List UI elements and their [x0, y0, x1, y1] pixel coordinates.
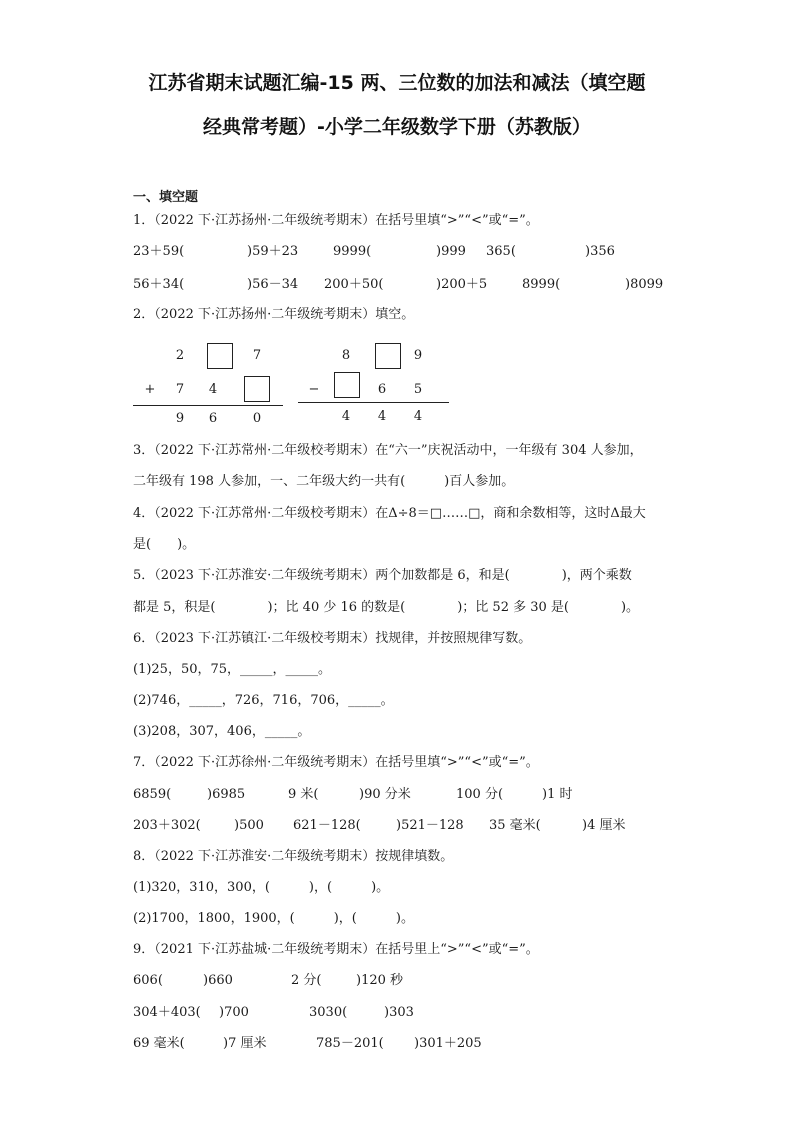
q6-sub-1: (1)25，50，75，_____，_____。: [133, 662, 332, 677]
q2-right-mid-digit-2: 6: [377, 382, 387, 397]
q9-r3-b2: )301＋205: [414, 1036, 482, 1051]
q2-right-mid-digit-3: 5: [413, 382, 423, 397]
q2-left-sum-line: [133, 405, 283, 406]
q2-left-blank-box-1[interactable]: [207, 343, 233, 369]
q8-sub-2: (2)1700，1800，1900，( )，( )。: [133, 911, 414, 926]
q7-r1-c1: 100 分(: [456, 787, 504, 802]
q8-sub-1: (1)320，310，300，( )，( )。: [133, 880, 390, 895]
document-title-line-2: 经典常考题）-小学二年级数学下册（苏教版）: [203, 116, 591, 138]
q1-stem: 1．（2022 下·江苏扬州·二年级统考期末）在括号里填“>”“<”或“=”。: [133, 213, 539, 228]
q2-left-result-1: 9: [175, 411, 185, 426]
q1-r2-c1: 8999(: [522, 277, 561, 292]
q1-r2-a2: )56－34: [247, 277, 299, 292]
q5-line-1: 5．（2023 下·江苏淮安·二年级统考期末）两个加数都是 6，和是( )，两个乘数: [133, 568, 632, 583]
q2-plus-sign: +: [144, 382, 156, 397]
q1-r2-a1: 56＋34(: [133, 277, 185, 292]
q2-right-result-1: 4: [341, 409, 351, 424]
q4-line-2: 是( )。: [133, 537, 196, 552]
q2-right-result-3: 4: [413, 409, 423, 424]
q9-stem: 9．（2021 下·江苏盐城·二年级统考期末）在括号里上“>”“<”或“=”。: [133, 942, 539, 957]
q9-r1-b1: 2 分(: [291, 973, 322, 988]
q9-r3-a1: 69 毫米(: [133, 1036, 185, 1051]
q2-right-top-digit-1: 8: [341, 348, 351, 363]
q2-left-mid-digit-1: 7: [175, 382, 185, 397]
q2-right-top-digit-3: 9: [413, 348, 423, 363]
q9-r2-a1: 304＋403(: [133, 1005, 201, 1020]
q2-right-result-2: 4: [377, 409, 387, 424]
q2-left-mid-digit-2: 4: [208, 382, 218, 397]
q9-r2-b2: )303: [384, 1005, 414, 1020]
q7-r1-c2: )1 时: [542, 787, 573, 802]
q9-r2-b1: 3030(: [309, 1005, 348, 1020]
q1-r1-b1: 9999(: [333, 244, 372, 259]
q2-minus-sign: −: [308, 382, 320, 397]
q7-r2-b1: 621－128(: [293, 818, 361, 833]
q1-r2-b2: )200＋5: [436, 277, 488, 292]
q2-left-top-digit-1: 2: [175, 348, 185, 363]
q7-r2-c2: )4 厘米: [582, 818, 626, 833]
q2-left-top-digit-3: 7: [252, 348, 262, 363]
q1-r1-a1: 23＋59(: [133, 244, 185, 259]
q9-r3-a2: )7 厘米: [223, 1036, 267, 1051]
q3-line-2: 二年级有 198 人参加，一、二年级大约一共有( )百人参加。: [133, 474, 515, 489]
q2-stem: 2．（2022 下·江苏扬州·二年级统考期末）填空。: [133, 307, 415, 322]
q1-r2-c2: )8099: [625, 277, 664, 292]
q2-right-difference-line: [298, 402, 449, 403]
q5-line-2: 都是 5，积是( )；比 40 少 16 的数是( )；比 52 多 30 是( )。: [133, 600, 640, 615]
q9-r1-a1: 606(: [133, 973, 163, 988]
q7-r1-b1: 9 米(: [288, 787, 319, 802]
q9-r3-b1: 785－201(: [316, 1036, 384, 1051]
q7-r2-c1: 35 毫米(: [489, 818, 541, 833]
q7-r1-a1: 6859(: [133, 787, 172, 802]
q6-stem: 6．（2023 下·江苏镇江·二年级校考期末）找规律，并按照规律写数。: [133, 631, 532, 646]
q7-r2-a2: )500: [234, 818, 264, 833]
q2-left-result-2: 6: [208, 411, 218, 426]
q8-stem: 8．（2022 下·江苏淮安·二年级统考期末）按规律填数。: [133, 849, 454, 864]
q1-r1-c1: 365(: [486, 244, 516, 259]
q9-r1-a2: )660: [203, 973, 233, 988]
q1-r1-b2: )999: [436, 244, 466, 259]
q7-r2-a1: 203＋302(: [133, 818, 201, 833]
q7-stem: 7．（2022 下·江苏徐州·二年级统考期末）在括号里填“>”“<”或“=”。: [133, 755, 539, 770]
q7-r1-a2: )6985: [207, 787, 246, 802]
q2-left-blank-box-2[interactable]: [244, 376, 270, 402]
q1-r1-a2: )59＋23: [247, 244, 299, 259]
q9-r1-b2: )120 秒: [356, 973, 404, 988]
q7-r1-b2: )90 分米: [359, 787, 411, 802]
q1-r1-c2: )356: [585, 244, 615, 259]
q2-right-blank-box-2[interactable]: [334, 372, 360, 398]
q3-line-1: 3．（2022 下·江苏常州·二年级校考期末）在“六一”庆祝活动中，一年级有 304 人参加，: [133, 443, 643, 458]
q2-left-result-3: 0: [252, 411, 262, 426]
q4-line-1: 4．（2022 下·江苏常州·二年级校考期末）在Δ÷8＝□……□，商和余数相等，这时Δ最大: [133, 506, 646, 521]
q6-sub-2: (2)746，_____，726，716，706，_____。: [133, 693, 394, 708]
section-heading: 一、填空题: [133, 190, 199, 205]
q6-sub-3: (3)208，307，406，_____。: [133, 724, 311, 739]
document-title-line-1: 江苏省期末试题汇编-15 两、三位数的加法和减法（填空题: [148, 72, 646, 94]
q2-right-blank-box-1[interactable]: [375, 343, 401, 369]
q7-r2-b2: )521－128: [396, 818, 464, 833]
q9-r2-a2: )700: [219, 1005, 249, 1020]
q1-r2-b1: 200＋50(: [324, 277, 384, 292]
